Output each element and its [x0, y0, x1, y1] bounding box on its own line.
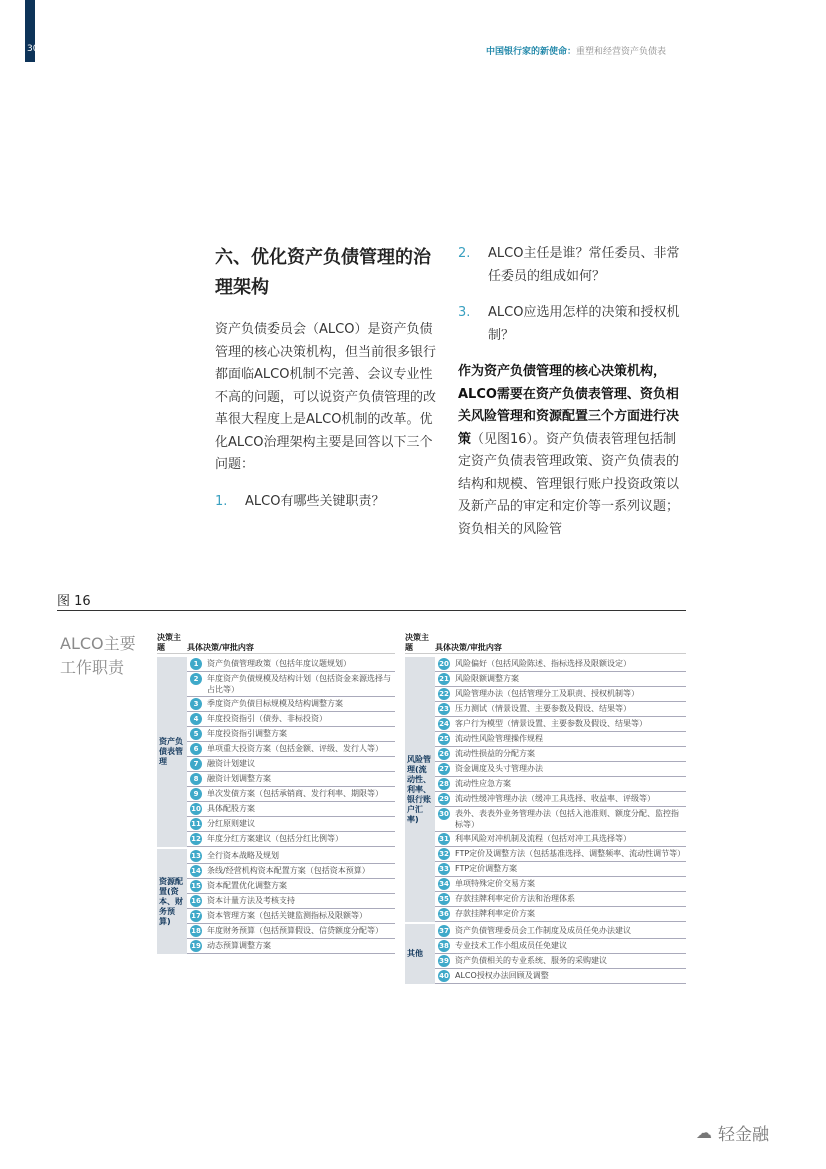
- item-text: 单项特殊定价交易方案: [455, 879, 535, 888]
- section-heading: 六、优化资产负债管理的治理架构: [215, 247, 431, 298]
- item-number-badge: 23: [439, 705, 449, 713]
- item-text: 年度分红方案建议（包括分红比例等）: [207, 834, 343, 843]
- item-text: 动态预算调整方案: [207, 941, 271, 950]
- item-number-badge: 10: [191, 805, 201, 813]
- item-number-badge: 17: [191, 912, 201, 920]
- duty-table-right: [405, 632, 686, 986]
- item-number-badge: 29: [439, 795, 449, 803]
- item-number-badge: 39: [439, 957, 449, 965]
- item-text: 流动性应急方案: [455, 779, 511, 788]
- table-row: [435, 762, 686, 777]
- group-label: 资产负债表管理: [157, 657, 187, 847]
- item-number-badge: 22: [439, 690, 449, 698]
- duty-table-left: [157, 632, 395, 956]
- item-text: 流动性风险管理操作规程: [455, 734, 543, 743]
- body-text: （见图16）。资产负债表管理包括制定资产负债表管理政策、资产负债表的结构和规模、管理银行账户投资政策以及新产品的审定和定价等一系列议题；资负相关的风险管: [458, 431, 680, 537]
- table-row: [435, 877, 686, 892]
- table-row: [187, 802, 395, 817]
- table-row: [435, 832, 686, 847]
- item-text: ALCO授权办法回顾及调整: [455, 971, 549, 980]
- item-number-badge: 30: [439, 810, 449, 818]
- table-row: [435, 939, 686, 954]
- table-header: [405, 632, 686, 654]
- header-title-bold: 中国银行家的新使命：: [486, 47, 577, 57]
- body-paragraph: [458, 361, 688, 541]
- question-1: [215, 491, 440, 514]
- item-text: 资产负债相关的专业系统、服务的采购建议: [455, 956, 607, 965]
- table-row: [435, 657, 686, 672]
- item-number-badge: 21: [439, 675, 449, 683]
- item-text: 资产负债管理政策（包括年度议题规划）: [207, 659, 351, 668]
- figure-divider: [57, 610, 686, 611]
- table-row: [435, 717, 686, 732]
- item-number-badge: 32: [439, 850, 449, 858]
- item-number-badge: 28: [439, 780, 449, 788]
- figure-label: 图 16: [57, 594, 91, 609]
- item-number-badge: 38: [439, 942, 449, 950]
- item-number-badge: 11: [191, 820, 201, 828]
- item-number-badge: 24: [439, 720, 449, 728]
- list-text: ALCO主任是谁？常任委员、非常任委员的组成如何？: [488, 246, 680, 284]
- watermark-logo: [696, 1120, 769, 1145]
- item-text: FTP定价及调整方法（包括基准选择、调整频率、流动性调节等）: [455, 849, 686, 858]
- item-text: 融资计划调整方案: [207, 774, 271, 783]
- col-header-content: 具体决策/审批内容: [435, 643, 502, 652]
- item-text: 存款挂牌利率定价方法和治理体系: [455, 894, 575, 903]
- table-row: [435, 702, 686, 717]
- table-row: [435, 747, 686, 762]
- table-row: [187, 832, 395, 847]
- watermark-text: 轻金融: [718, 1125, 769, 1145]
- right-column: [458, 243, 688, 541]
- table-row: [435, 847, 686, 862]
- item-number-badge: 35: [439, 895, 449, 903]
- group-label: 风险管理(流动性、利率、银行账户汇率): [405, 657, 435, 922]
- item-text: 专业技术工作小组成员任免建议: [455, 941, 567, 950]
- list-text: ALCO应选用怎样的决策和授权机制？: [488, 305, 680, 343]
- group-label: 资源配置(资本、财务预算): [157, 849, 187, 954]
- table-row: [435, 924, 686, 939]
- table-row: [187, 879, 395, 894]
- item-number-badge: 20: [439, 660, 449, 668]
- col-header-topic: 决策主题: [157, 633, 181, 652]
- table-row: [187, 757, 395, 772]
- table-group: [157, 849, 395, 954]
- item-text: 年度投资指引调整方案: [207, 729, 287, 738]
- item-text: 客户行为模型（情景设置、主要参数及假设、结果等）: [455, 719, 647, 728]
- item-text: 资本配置优化调整方案: [207, 881, 287, 890]
- table-row: [435, 672, 686, 687]
- list-number: 2.: [458, 246, 471, 261]
- table-header: [157, 632, 395, 654]
- item-number-badge: 26: [439, 750, 449, 758]
- table-row: [187, 772, 395, 787]
- item-text: 风险限额调整方案: [455, 674, 519, 683]
- table-row: [187, 742, 395, 757]
- table-row: [187, 864, 395, 879]
- left-column: [215, 243, 440, 513]
- item-text: 压力测试（情景设置、主要参数及假设、结果等）: [455, 704, 631, 713]
- item-text: 融资计划建议: [207, 759, 255, 768]
- item-number-badge: 31: [439, 835, 449, 843]
- item-number-badge: 14: [191, 867, 201, 875]
- header-title-rest: 重塑和经营资产负债表: [576, 47, 667, 57]
- item-number-badge: 9: [190, 788, 202, 800]
- table-row: [435, 862, 686, 877]
- item-text: 存款挂牌利率定价方案: [455, 909, 535, 918]
- item-text: 表外、表表外业务管理办法（包括入池准则、额度分配、监控指标等）: [455, 809, 679, 829]
- list-number: 3.: [458, 305, 471, 320]
- item-number-badge: 12: [191, 835, 201, 843]
- table-row: [187, 712, 395, 727]
- table-row: [187, 924, 395, 939]
- table-row: [435, 687, 686, 702]
- table-row: [435, 954, 686, 969]
- table-row: [187, 909, 395, 924]
- question-2: [458, 243, 688, 288]
- item-text: 资本计量方法及考核支持: [207, 896, 295, 905]
- item-text: 条线/经营机构资本配置方案（包括资本预算）: [207, 866, 370, 875]
- table-row: [187, 817, 395, 832]
- running-header: [486, 44, 666, 57]
- item-text: 风险管理办法（包括管理分工及职责、授权机制等）: [455, 689, 639, 698]
- item-number-badge: 40: [439, 972, 449, 980]
- item-text: 单项重大投资方案（包括金额、评级、发行人等）: [207, 744, 383, 753]
- item-text: 年度资产负债规模及结构计划（包括资金来源选择与占比等）: [207, 674, 391, 694]
- item-number-badge: 36: [439, 910, 449, 918]
- item-number-badge: 19: [191, 942, 201, 950]
- wechat-icon: ☁: [696, 1123, 712, 1142]
- item-text: 资产负债管理委员会工作制度及成员任免办法建议: [455, 926, 631, 935]
- table-row: [187, 894, 395, 909]
- table-row: [187, 657, 395, 672]
- item-text: 资本管理方案（包括关键监测指标及限额等）: [207, 911, 367, 920]
- item-text: 年度财务预算（包括预算假设、信贷额度分配等）: [207, 926, 383, 935]
- table-group: [405, 657, 686, 922]
- table-row: [435, 969, 686, 984]
- item-text: 风险偏好（包括风险陈述、指标选择及限额设定）: [455, 659, 631, 668]
- item-number-badge: 7: [190, 758, 202, 770]
- table-row: [435, 732, 686, 747]
- table-row: [187, 697, 395, 712]
- table-row: [187, 939, 395, 954]
- item-text: 具体配股方案: [207, 804, 255, 813]
- item-number-badge: 4: [190, 713, 202, 725]
- list-number: 1.: [215, 493, 228, 509]
- item-text: 年度投资指引（债券、非标投资）: [207, 714, 327, 723]
- figure-side-title: ALCO主要工作职责: [60, 634, 136, 677]
- item-number-badge: 2: [190, 673, 202, 685]
- item-number-badge: 33: [439, 865, 449, 873]
- table-row: [435, 907, 686, 922]
- table-group: [157, 657, 395, 847]
- col-header-topic: 决策主题: [405, 633, 429, 652]
- item-number-badge: 8: [190, 773, 202, 785]
- item-number-badge: 16: [191, 897, 201, 905]
- item-number-badge: 3: [190, 698, 202, 710]
- item-number-badge: 6: [190, 743, 202, 755]
- table-row: [435, 807, 686, 832]
- item-number-badge: 37: [439, 927, 449, 935]
- group-label: 其他: [405, 924, 435, 984]
- item-number-badge: 18: [191, 927, 201, 935]
- item-number-badge: 5: [190, 728, 202, 740]
- table-row: [187, 787, 395, 802]
- intro-paragraph: 资产负债委员会（ALCO）是资产负债管理的核心决策机构，但当前很多银行都面临ALCO机制不完善、会议专业性不高的问题，可以说资产负债管理的改革很大程度上是ALCO机制的改革。优化ALCO治理架构主要是回答以下三个问题：: [215, 322, 437, 472]
- table-row: [435, 777, 686, 792]
- item-number-badge: 13: [191, 852, 201, 860]
- item-text: 资金调度及头寸管理办法: [455, 764, 543, 773]
- item-number-badge: 1: [190, 658, 202, 670]
- table-row: [187, 672, 395, 697]
- item-text: 流动性损益的分配方案: [455, 749, 535, 758]
- table-row: [187, 849, 395, 864]
- item-text: FTP定价调整方案: [455, 864, 518, 873]
- page-number: 30: [27, 44, 39, 54]
- bold-text: 作为资产负债管理的核心决策机构，ALCO需要在资产负债表管理、资负相关风险管理和资源配置三个方面进行决策: [458, 364, 680, 447]
- item-text: 分红原则建议: [207, 819, 255, 828]
- item-number-badge: 15: [191, 882, 201, 890]
- col-header-content: 具体决策/审批内容: [187, 643, 254, 652]
- item-text: 流动性缓冲管理办法（缓冲工具选择、收益率、评级等）: [455, 794, 655, 803]
- item-text: 利率风险对冲机制及流程（包括对冲工具选择等）: [455, 834, 631, 843]
- item-text: 单次发债方案（包括承销商、发行利率、期限等）: [207, 789, 383, 798]
- table-row: [435, 792, 686, 807]
- item-number-badge: 34: [439, 880, 449, 888]
- table-group: [405, 924, 686, 984]
- item-number-badge: 25: [439, 735, 449, 743]
- item-text: 全行资本战略及规划: [207, 851, 279, 860]
- table-row: [435, 892, 686, 907]
- item-number-badge: 27: [439, 765, 449, 773]
- table-row: [187, 727, 395, 742]
- question-3: [458, 302, 688, 347]
- list-text: ALCO有哪些关键职责？: [245, 493, 385, 509]
- item-text: 季度资产负债目标规模及结构调整方案: [207, 699, 343, 708]
